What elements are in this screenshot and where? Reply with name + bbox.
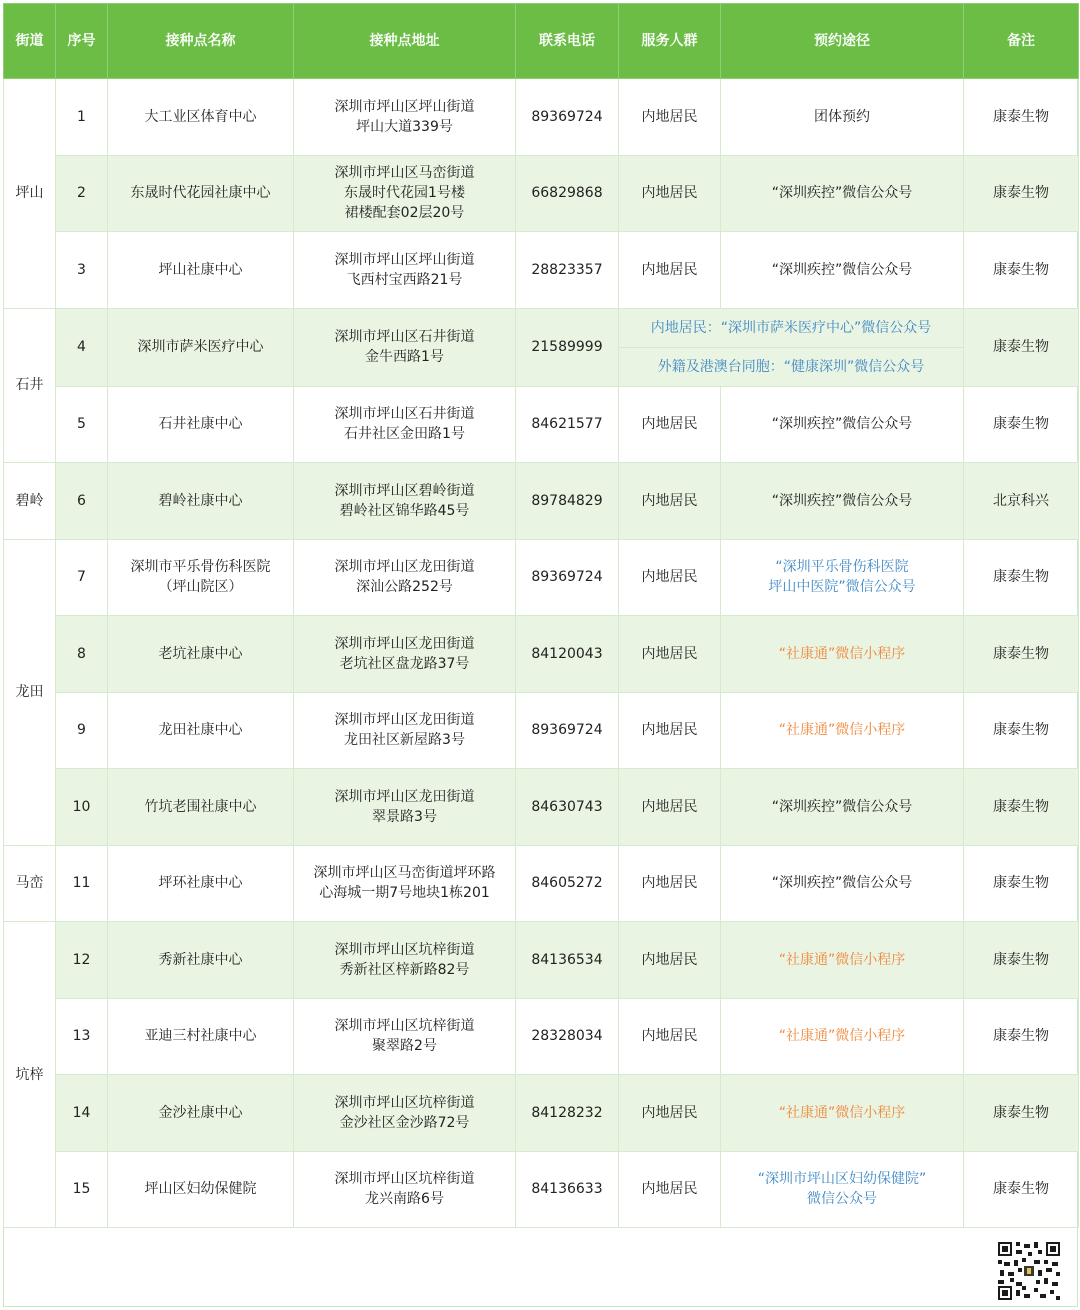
address-cell bbox=[294, 232, 516, 309]
header-street: 街道 bbox=[4, 4, 56, 79]
site-name-line: 亚迪三村社康中心 bbox=[144, 1028, 257, 1045]
street-cell-biling: 碧岭 bbox=[4, 463, 56, 540]
street-cell-pingshan: 坪山 bbox=[4, 79, 56, 309]
booking-cell bbox=[721, 155, 964, 232]
table-row bbox=[4, 922, 1079, 999]
address-line: 深圳市坪山区龙田街道 bbox=[334, 788, 475, 805]
address-cell bbox=[294, 845, 516, 922]
booking-line: “深圳市坪山区妇幼保健院” bbox=[757, 1171, 927, 1188]
booking-cell bbox=[721, 922, 964, 999]
phone-cell: 89369724 bbox=[516, 539, 619, 616]
table-row bbox=[4, 616, 1079, 693]
phone-cell: 28823357 bbox=[516, 232, 619, 309]
table-row bbox=[4, 692, 1079, 769]
address-line: 深圳市坪山区坪山街道 bbox=[334, 251, 475, 268]
phone-cell: 84605272 bbox=[516, 845, 619, 922]
note-cell: 康泰生物 bbox=[964, 539, 1079, 616]
number-cell: 1 bbox=[56, 79, 108, 156]
address-cell bbox=[294, 308, 516, 386]
address-line: 东晟时代花园1号楼 bbox=[344, 185, 465, 202]
number-cell: 6 bbox=[56, 463, 108, 540]
booking-line: 微信公众号 bbox=[807, 1191, 877, 1208]
booking-line: “社康通”微信小程序 bbox=[778, 1104, 906, 1121]
booking-line: “社康通”微信小程序 bbox=[778, 951, 906, 968]
address-line: 深圳市坪山区坑梓街道 bbox=[334, 1018, 475, 1035]
site-name-line: 坪环社康中心 bbox=[158, 875, 243, 892]
table-row bbox=[4, 1151, 1079, 1228]
address-line: 深圳市坪山区龙田街道 bbox=[334, 559, 475, 576]
table-row bbox=[4, 232, 1079, 309]
street-cell-longtian: 龙田 bbox=[4, 539, 56, 845]
header-phone: 联系电话 bbox=[516, 4, 619, 79]
street-cell-kengzi: 坑梓 bbox=[4, 922, 56, 1228]
header-site-address: 接种点地址 bbox=[294, 4, 516, 79]
site-name-line: 东晟时代花园社康中心 bbox=[130, 185, 271, 202]
note-cell: 康泰生物 bbox=[964, 616, 1079, 693]
booking-cell bbox=[721, 539, 964, 616]
group-cell: 内地居民 bbox=[619, 232, 721, 309]
booking-cell bbox=[721, 386, 964, 463]
note-cell: 康泰生物 bbox=[964, 232, 1079, 309]
address-cell bbox=[294, 1151, 516, 1228]
site-name-line: 大工业区体育中心 bbox=[144, 108, 257, 125]
number-cell: 9 bbox=[56, 692, 108, 769]
site-name-cell bbox=[108, 922, 294, 999]
group-cell: 内地居民 bbox=[619, 386, 721, 463]
site-name-cell bbox=[108, 616, 294, 693]
header-number: 序号 bbox=[56, 4, 108, 79]
site-name-line: 坪山社康中心 bbox=[158, 261, 243, 278]
address-line: 深圳市坪山区坑梓街道 bbox=[334, 1171, 475, 1188]
number-cell: 11 bbox=[56, 845, 108, 922]
group-cell: 内地居民 bbox=[619, 845, 721, 922]
address-line: 深汕公路252号 bbox=[356, 579, 453, 596]
address-line: 金牛西路1号 bbox=[365, 349, 444, 365]
header-note: 备注 bbox=[964, 4, 1079, 79]
site-name-line: 金沙社康中心 bbox=[158, 1104, 243, 1121]
number-cell: 5 bbox=[56, 386, 108, 463]
group-cell: 内地居民 bbox=[619, 79, 721, 156]
phone-cell: 84128232 bbox=[516, 1075, 619, 1152]
phone-cell: 89369724 bbox=[516, 79, 619, 156]
booking-line: “深圳疾控”微信公众号 bbox=[771, 185, 913, 202]
address-line: 深圳市坪山区坑梓街道 bbox=[334, 941, 475, 958]
site-name-cell bbox=[108, 539, 294, 616]
note-cell: 康泰生物 bbox=[964, 922, 1079, 999]
site-name-cell bbox=[108, 769, 294, 846]
site-name-line: 石井社康中心 bbox=[158, 416, 243, 433]
group-cell: 内地居民 bbox=[619, 463, 721, 540]
address-line: 深圳市坪山区坪山街道 bbox=[334, 98, 475, 115]
booking-cell bbox=[721, 463, 964, 540]
note-cell: 康泰生物 bbox=[964, 386, 1079, 463]
booking-line: 团体预约 bbox=[814, 108, 870, 125]
address-cell bbox=[294, 386, 516, 463]
address-line: 老坑社区盘龙路37号 bbox=[339, 655, 470, 672]
note-cell: 康泰生物 bbox=[964, 692, 1079, 769]
street-cell-mabian: 马峦 bbox=[4, 845, 56, 922]
group-cell: 内地居民 bbox=[619, 616, 721, 693]
address-cell bbox=[294, 998, 516, 1075]
booking-line: “深圳疾控”微信公众号 bbox=[771, 492, 913, 509]
booking-cell bbox=[721, 692, 964, 769]
number-cell: 2 bbox=[56, 155, 108, 232]
number-cell: 4 bbox=[56, 308, 108, 386]
address-cell bbox=[294, 692, 516, 769]
group-cell: 内地居民 bbox=[619, 1075, 721, 1152]
phone-cell: 21589999 bbox=[516, 308, 619, 386]
booking-line: “深圳平乐骨伤科医院 bbox=[775, 559, 909, 576]
address-line: 翠景路3号 bbox=[372, 808, 437, 825]
booking-cell bbox=[721, 769, 964, 846]
header-booking: 预约途径 bbox=[721, 4, 964, 79]
site-name-cell bbox=[108, 845, 294, 922]
address-line: 心海城一期7号地块1栋201 bbox=[319, 885, 490, 902]
address-line: 深圳市坪山区马峦街道 bbox=[334, 165, 475, 182]
table-row bbox=[4, 308, 1079, 386]
site-name-cell bbox=[108, 308, 294, 386]
address-cell bbox=[294, 922, 516, 999]
table-row bbox=[4, 769, 1079, 846]
address-cell bbox=[294, 616, 516, 693]
booking-cell-split bbox=[619, 308, 964, 386]
address-cell bbox=[294, 769, 516, 846]
site-name-line: 深圳市萨米医疗中心 bbox=[137, 339, 264, 355]
booking-cell bbox=[721, 845, 964, 922]
site-name-line: 竹坑老围社康中心 bbox=[144, 798, 257, 815]
booking-foreign-line: 外籍及港澳台同胞：“健康深圳”微信公众号 bbox=[619, 347, 963, 386]
site-name-cell bbox=[108, 692, 294, 769]
address-cell bbox=[294, 1075, 516, 1152]
number-cell: 15 bbox=[56, 1151, 108, 1228]
site-name-cell bbox=[108, 998, 294, 1075]
group-cell: 内地居民 bbox=[619, 998, 721, 1075]
table-row bbox=[4, 845, 1079, 922]
booking-line: “社康通”微信小程序 bbox=[778, 722, 906, 739]
booking-line: “深圳疾控”微信公众号 bbox=[771, 798, 913, 815]
phone-cell: 28328034 bbox=[516, 998, 619, 1075]
address-line: 坪山大道339号 bbox=[356, 118, 453, 135]
site-name-cell bbox=[108, 232, 294, 309]
group-cell: 内地居民 bbox=[619, 155, 721, 232]
address-line: 深圳市坪山区马峦街道坪环路 bbox=[313, 865, 496, 882]
address-cell bbox=[294, 155, 516, 232]
address-line: 石井社区金田路1号 bbox=[344, 426, 465, 443]
group-cell: 内地居民 bbox=[619, 692, 721, 769]
note-cell: 北京科兴 bbox=[964, 463, 1079, 540]
number-cell: 7 bbox=[56, 539, 108, 616]
address-line: 金沙社区金沙路72号 bbox=[339, 1114, 470, 1131]
phone-cell: 89784829 bbox=[516, 463, 619, 540]
booking-cell bbox=[721, 79, 964, 156]
site-name-cell bbox=[108, 155, 294, 232]
address-line: 飞西村宝西路21号 bbox=[346, 271, 463, 288]
header-site-name: 接种点名称 bbox=[108, 4, 294, 79]
group-cell: 内地居民 bbox=[619, 922, 721, 999]
number-cell: 8 bbox=[56, 616, 108, 693]
phone-cell: 89369724 bbox=[516, 692, 619, 769]
phone-cell: 84630743 bbox=[516, 769, 619, 846]
header-service-group: 服务人群 bbox=[619, 4, 721, 79]
table-row bbox=[4, 998, 1079, 1075]
booking-line: “深圳疾控”微信公众号 bbox=[771, 875, 913, 892]
note-cell: 康泰生物 bbox=[964, 79, 1079, 156]
address-line: 聚翠路2号 bbox=[372, 1038, 437, 1055]
site-name-line: 深圳市平乐骨伤科医院 bbox=[130, 559, 271, 576]
site-name-line: 坪山区妇幼保健院 bbox=[144, 1181, 257, 1198]
booking-line: “社康通”微信小程序 bbox=[778, 645, 906, 662]
number-cell: 12 bbox=[56, 922, 108, 999]
street-cell-shijing: 石井 bbox=[4, 308, 56, 463]
booking-mainland-line: 内地居民：“深圳市萨米医疗中心”微信公众号 bbox=[650, 319, 932, 336]
note-cell: 康泰生物 bbox=[964, 1151, 1079, 1228]
site-name-cell bbox=[108, 386, 294, 463]
address-line: 深圳市坪山区石井街道 bbox=[334, 329, 475, 345]
address-cell bbox=[294, 539, 516, 616]
note-cell: 康泰生物 bbox=[964, 998, 1079, 1075]
phone-cell: 84621577 bbox=[516, 386, 619, 463]
table-row bbox=[4, 463, 1079, 540]
number-cell: 3 bbox=[56, 232, 108, 309]
phone-cell: 84120043 bbox=[516, 616, 619, 693]
group-cell: 内地居民 bbox=[619, 539, 721, 616]
number-cell: 10 bbox=[56, 769, 108, 846]
number-cell: 14 bbox=[56, 1075, 108, 1152]
site-name-cell bbox=[108, 79, 294, 156]
booking-cell bbox=[721, 1075, 964, 1152]
note-cell: 康泰生物 bbox=[964, 769, 1079, 846]
site-name-line: 龙田社康中心 bbox=[158, 722, 243, 739]
address-line: 龙兴南路6号 bbox=[365, 1191, 444, 1208]
note-cell: 康泰生物 bbox=[964, 1075, 1079, 1152]
table-row bbox=[4, 1075, 1079, 1152]
site-name-line: 老坑社康中心 bbox=[158, 645, 243, 662]
note-cell: 康泰生物 bbox=[964, 845, 1079, 922]
address-line: 裙楼配套02层20号 bbox=[344, 205, 465, 222]
phone-cell: 84136534 bbox=[516, 922, 619, 999]
booking-cell bbox=[721, 1151, 964, 1228]
address-line: 秀新社区梓新路82号 bbox=[339, 961, 470, 978]
booking-cell bbox=[721, 998, 964, 1075]
booking-line: “深圳疾控”微信公众号 bbox=[771, 261, 913, 278]
site-name-cell bbox=[108, 1075, 294, 1152]
table-row bbox=[4, 155, 1079, 232]
phone-cell: 84136633 bbox=[516, 1151, 619, 1228]
qr-code-icon bbox=[996, 1240, 1062, 1302]
group-cell: 内地居民 bbox=[619, 769, 721, 846]
table-row bbox=[4, 79, 1079, 156]
site-name-cell bbox=[108, 1151, 294, 1228]
address-line: 龙田社区新屋路3号 bbox=[344, 732, 465, 749]
phone-cell: 66829868 bbox=[516, 155, 619, 232]
address-line: 深圳市坪山区坑梓街道 bbox=[334, 1094, 475, 1111]
address-line: 深圳市坪山区石井街道 bbox=[334, 406, 475, 423]
site-name-line: 碧岭社康中心 bbox=[158, 492, 243, 509]
booking-line: “深圳疾控”微信公众号 bbox=[771, 416, 913, 433]
address-cell bbox=[294, 463, 516, 540]
site-name-cell bbox=[108, 463, 294, 540]
address-cell bbox=[294, 79, 516, 156]
table-row bbox=[4, 386, 1079, 463]
booking-line: 坪山中医院”微信公众号 bbox=[768, 579, 916, 596]
site-name-line: （坪山院区） bbox=[158, 579, 243, 596]
address-line: 深圳市坪山区龙田街道 bbox=[334, 635, 475, 652]
table-header-row bbox=[4, 4, 1079, 79]
address-line: 深圳市坪山区龙田街道 bbox=[334, 712, 475, 729]
table-row bbox=[4, 539, 1079, 616]
number-cell: 13 bbox=[56, 998, 108, 1075]
site-name-line: 秀新社康中心 bbox=[158, 951, 243, 968]
booking-cell bbox=[721, 232, 964, 309]
booking-line: “社康通”微信小程序 bbox=[778, 1028, 906, 1045]
group-cell: 内地居民 bbox=[619, 1151, 721, 1228]
booking-cell bbox=[721, 616, 964, 693]
address-line: 碧岭社区锦华路45号 bbox=[339, 502, 470, 519]
vaccination-sites-table bbox=[3, 3, 1079, 1228]
note-cell: 康泰生物 bbox=[964, 308, 1079, 386]
address-line: 深圳市坪山区碧岭街道 bbox=[334, 482, 475, 499]
note-cell: 康泰生物 bbox=[964, 155, 1079, 232]
